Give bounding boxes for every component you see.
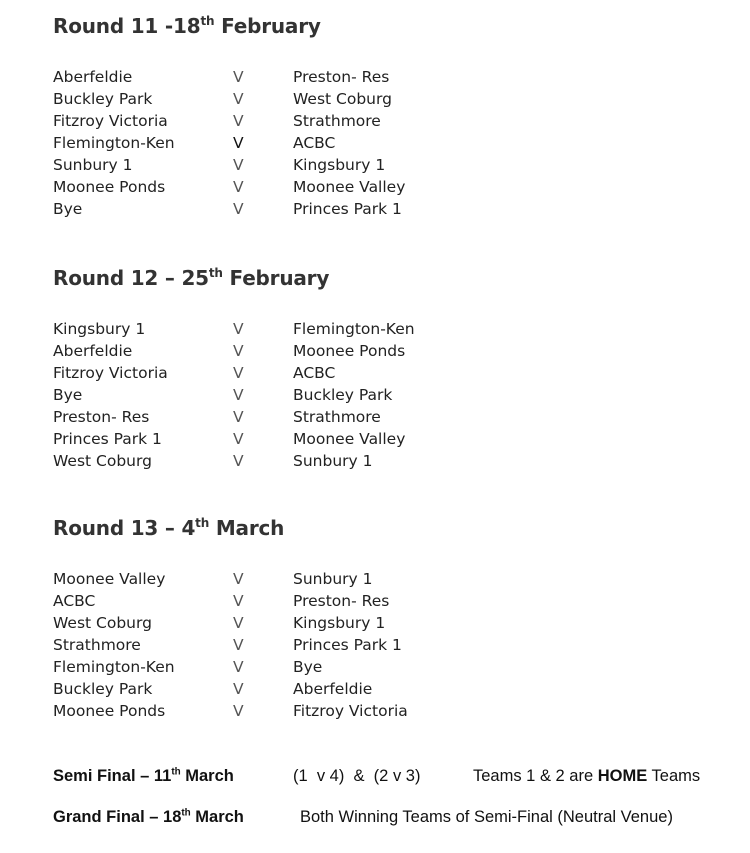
round-12-title-prefix: Round 12 – 25 (53, 266, 209, 290)
home-team: Aberfeldie (53, 342, 133, 360)
round-11-title-sup: th (200, 14, 215, 29)
versus-label: V (233, 342, 244, 360)
home-team: Strathmore (53, 636, 141, 654)
round-13-fixtures (53, 568, 473, 722)
home-team: Fitzroy Victoria (53, 364, 168, 382)
semi-final-title (53, 764, 234, 788)
semi-final-title-suffix: March (180, 767, 234, 785)
away-team: Sunbury 1 (293, 452, 373, 470)
round-11-title-suffix: February (214, 14, 321, 38)
home-team: Princes Park 1 (53, 430, 162, 448)
semi-final-matchups: (1 v 4) & (2 v 3) (293, 767, 421, 785)
fixture-row (53, 66, 473, 88)
versus-label: V (233, 570, 244, 588)
home-team: Buckley Park (53, 90, 153, 108)
home-team: Flemington-Ken (53, 134, 175, 152)
versus-label: V (233, 386, 244, 404)
round-13-title-suffix: March (209, 516, 285, 540)
versus-label: V (233, 90, 244, 108)
fixture-row (53, 318, 473, 340)
home-team: Bye (53, 200, 83, 218)
versus-label: V (233, 156, 244, 174)
fixture-row (53, 88, 473, 110)
home-team: Preston- Res (53, 408, 150, 426)
fixture-row (53, 656, 473, 678)
home-team: Aberfeldie (53, 68, 133, 86)
away-team: Princes Park 1 (293, 200, 402, 218)
fixture-row (53, 340, 473, 362)
fixture-row (53, 110, 473, 132)
round-11-title-prefix: Round 11 -18 (53, 14, 201, 38)
away-team: Preston- Res (293, 592, 390, 610)
fixture-row (53, 384, 473, 406)
versus-label: V (233, 408, 244, 426)
fixture-row (53, 590, 473, 612)
versus-label: V (233, 364, 244, 382)
away-team: Buckley Park (293, 386, 393, 404)
away-team: Strathmore (293, 112, 381, 130)
home-team: Kingsbury 1 (53, 320, 146, 338)
home-team: ACBC (53, 592, 96, 610)
home-team: Buckley Park (53, 680, 153, 698)
away-team: Flemington-Ken (293, 320, 415, 338)
fixture-row (53, 406, 473, 428)
versus-label: V (233, 658, 244, 676)
away-team: Moonee Ponds (293, 342, 406, 360)
away-team: Moonee Valley (293, 430, 406, 448)
round-11-title (53, 14, 321, 38)
fixture-row (53, 450, 473, 472)
fixture-row (53, 700, 473, 722)
round-11-fixtures (53, 66, 473, 220)
versus-label: V (233, 452, 244, 470)
away-team: Fitzroy Victoria (293, 702, 408, 720)
versus-label: V (233, 702, 244, 720)
versus-label: V (233, 430, 244, 448)
versus-label: V (233, 636, 244, 654)
grand-final-title-prefix: Grand Final – 18 (53, 808, 182, 826)
versus-label: V (233, 680, 244, 698)
away-team: Bye (293, 658, 323, 676)
round-12-title-suffix: February (222, 266, 330, 290)
away-team: Princes Park 1 (293, 636, 402, 654)
round-12-title (53, 266, 329, 290)
semi-final-note-suffix: Teams (647, 767, 701, 785)
grand-final-row (53, 805, 743, 829)
home-team: West Coburg (53, 614, 152, 632)
versus-label: V (233, 200, 244, 218)
home-team: Flemington-Ken (53, 658, 175, 676)
home-team: West Coburg (53, 452, 152, 470)
away-team: West Coburg (293, 90, 392, 108)
away-team: Strathmore (293, 408, 381, 426)
away-team: Sunbury 1 (293, 570, 373, 588)
semi-final-note (473, 764, 700, 788)
away-team: Kingsbury 1 (293, 156, 386, 174)
home-team: Fitzroy Victoria (53, 112, 168, 130)
fixture-row (53, 132, 473, 154)
round-12-title-sup: th (208, 266, 223, 281)
fixture-row (53, 634, 473, 656)
semi-final-row (53, 764, 743, 788)
versus-label: V (233, 320, 244, 338)
grand-final-detail: Both Winning Teams of Semi-Final (Neutral Venue) (300, 808, 673, 826)
round-13-title-sup: th (195, 516, 210, 531)
semi-final-title-prefix: Semi Final – 11 (53, 767, 172, 785)
home-team: Moonee Valley (53, 570, 166, 588)
round-12-fixtures (53, 318, 473, 472)
away-team: ACBC (293, 364, 336, 382)
fixture-row (53, 176, 473, 198)
round-13-title-prefix: Round 13 – 4 (53, 516, 196, 540)
fixture-row (53, 678, 473, 700)
away-team: Moonee Valley (293, 178, 406, 196)
round-13-title (53, 516, 284, 540)
grand-final-title-sup: th (181, 807, 191, 819)
versus-label: V (233, 614, 244, 632)
fixture-row (53, 154, 473, 176)
home-team: Sunbury 1 (53, 156, 133, 174)
versus-label: V (233, 134, 244, 152)
away-team: ACBC (293, 134, 336, 152)
away-team: Kingsbury 1 (293, 614, 386, 632)
semi-final-title-sup: th (171, 766, 181, 778)
home-team: Moonee Ponds (53, 178, 166, 196)
fixture-row (53, 362, 473, 384)
semi-final-note-prefix: Teams 1 & 2 are (473, 767, 598, 785)
grand-final-title-suffix: March (190, 808, 244, 826)
fixture-row (53, 198, 473, 220)
away-team: Aberfeldie (293, 680, 373, 698)
away-team: Preston- Res (293, 68, 390, 86)
fixture-row (53, 612, 473, 634)
fixture-row (53, 428, 473, 450)
home-team: Bye (53, 386, 83, 404)
fixture-row (53, 568, 473, 590)
grand-final-title (53, 805, 244, 829)
home-team: Moonee Ponds (53, 702, 166, 720)
versus-label: V (233, 592, 244, 610)
versus-label: V (233, 68, 244, 86)
versus-label: V (233, 112, 244, 130)
home-emphasis: HOME (597, 767, 648, 785)
versus-label: V (233, 178, 244, 196)
